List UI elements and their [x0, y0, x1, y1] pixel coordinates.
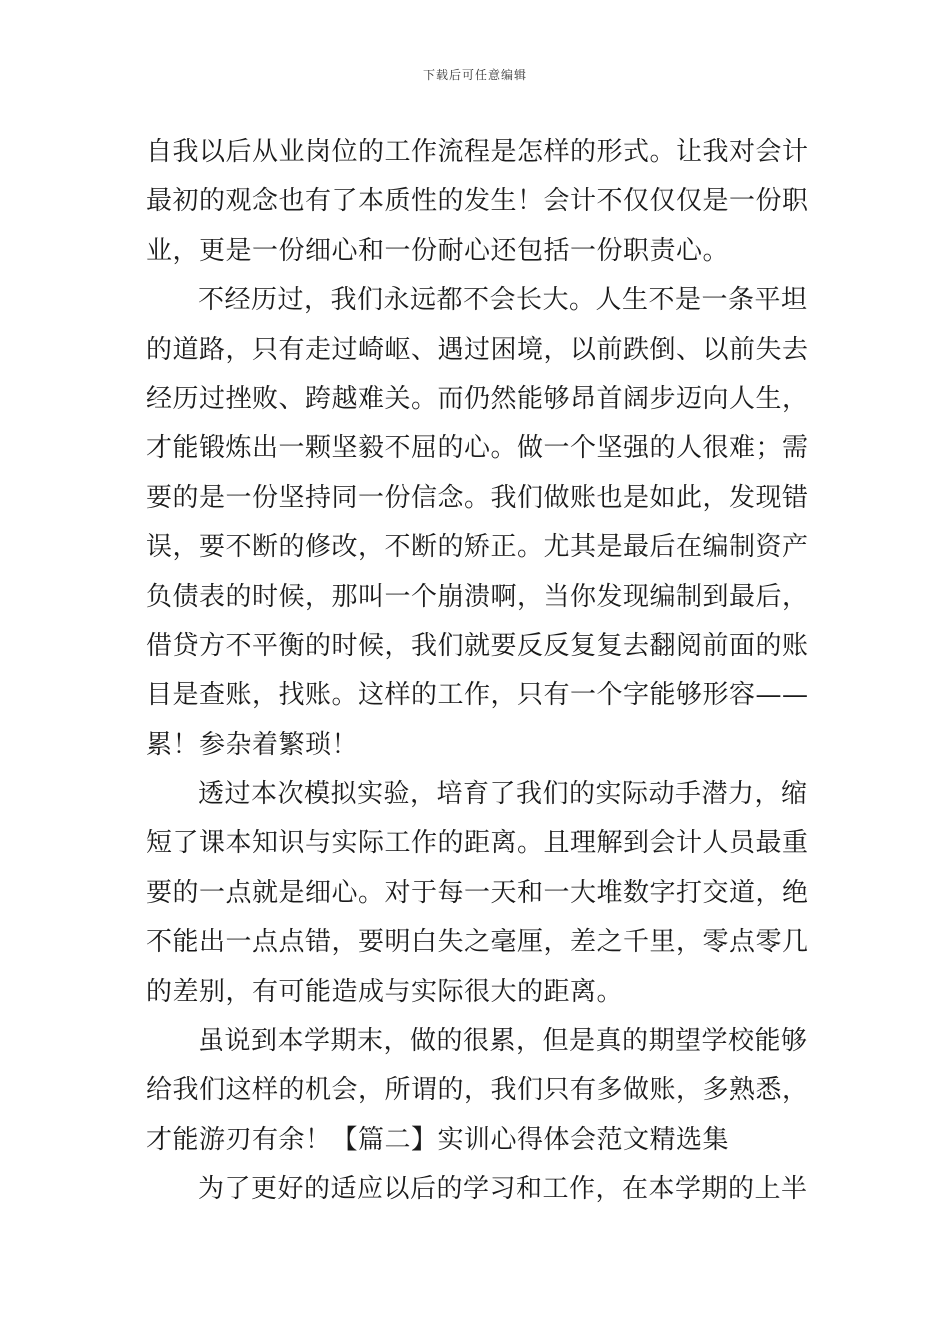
text-line: 才能游刃有余！【篇二】实训心得体会范文精选集 — [146, 1124, 730, 1155]
document-body — [146, 128, 811, 1215]
text-line: 短了课本知识与实际工作的距离。且理解到会计人员最重 — [146, 828, 809, 859]
text-line: 虽说到本学期末，做的很累，但是真的期望学校能够 — [198, 1026, 808, 1057]
text-line: 目是查账，找账。这样的工作，只有一个字能够形容—— — [146, 680, 809, 711]
text-line: 误，要不断的修改，不断的矫正。尤其是最后在编制资产 — [146, 532, 809, 563]
text-line: 才能锻炼出一颗坚毅不屈的心。做一个坚强的人很难；需 — [146, 433, 809, 464]
text-line: 不能出一点点错，要明白失之毫厘，差之千里，零点零几 — [146, 927, 809, 958]
page-header: 下载后可任意编辑 — [422, 68, 527, 82]
text-line: 透过本次模拟实验，培育了我们的实际动手潜力，缩 — [198, 779, 808, 810]
text-line: 不经历过，我们永远都不会长大。人生不是一条平坦 — [198, 285, 808, 316]
text-line: 自我以后从业岗位的工作流程是怎样的形式。让我对会计 — [146, 137, 809, 167]
text-line: 借贷方不平衡的时候，我们就要反反复复去翻阅前面的账 — [146, 630, 809, 661]
text-line: 的差别，有可能造成与实际很大的距离。 — [146, 976, 624, 1007]
text-line: 的道路，只有走过崎岖、遇过困境，以前跌倒、以前失去 — [146, 334, 809, 365]
text-line: 经历过挫败、跨越难关。而仍然能够昂首阔步迈向人生， — [146, 383, 809, 414]
text-line: 要的是一份坚持同一份信念。我们做账也是如此，发现错 — [146, 482, 809, 513]
text-line: 为了更好的适应以后的学习和工作，在本学期的上半 — [198, 1174, 808, 1205]
text-line: 最初的观念也有了本质性的发生！会计不仅仅仅是一份职 — [146, 186, 809, 217]
text-line: 要的一点就是细心。对于每一天和一大堆数字打交道，绝 — [146, 877, 809, 908]
text-line: 给我们这样的机会，所谓的，我们只有多做账，多熟悉， — [146, 1075, 809, 1106]
text-line: 累！参杂着繁琐！ — [146, 729, 359, 760]
text-line: 业，更是一份细心和一份耐心还包括一份职责心。 — [146, 235, 730, 266]
text-line: 负债表的时候，那叫一个崩溃啊，当你发现编制到最后， — [146, 581, 809, 612]
